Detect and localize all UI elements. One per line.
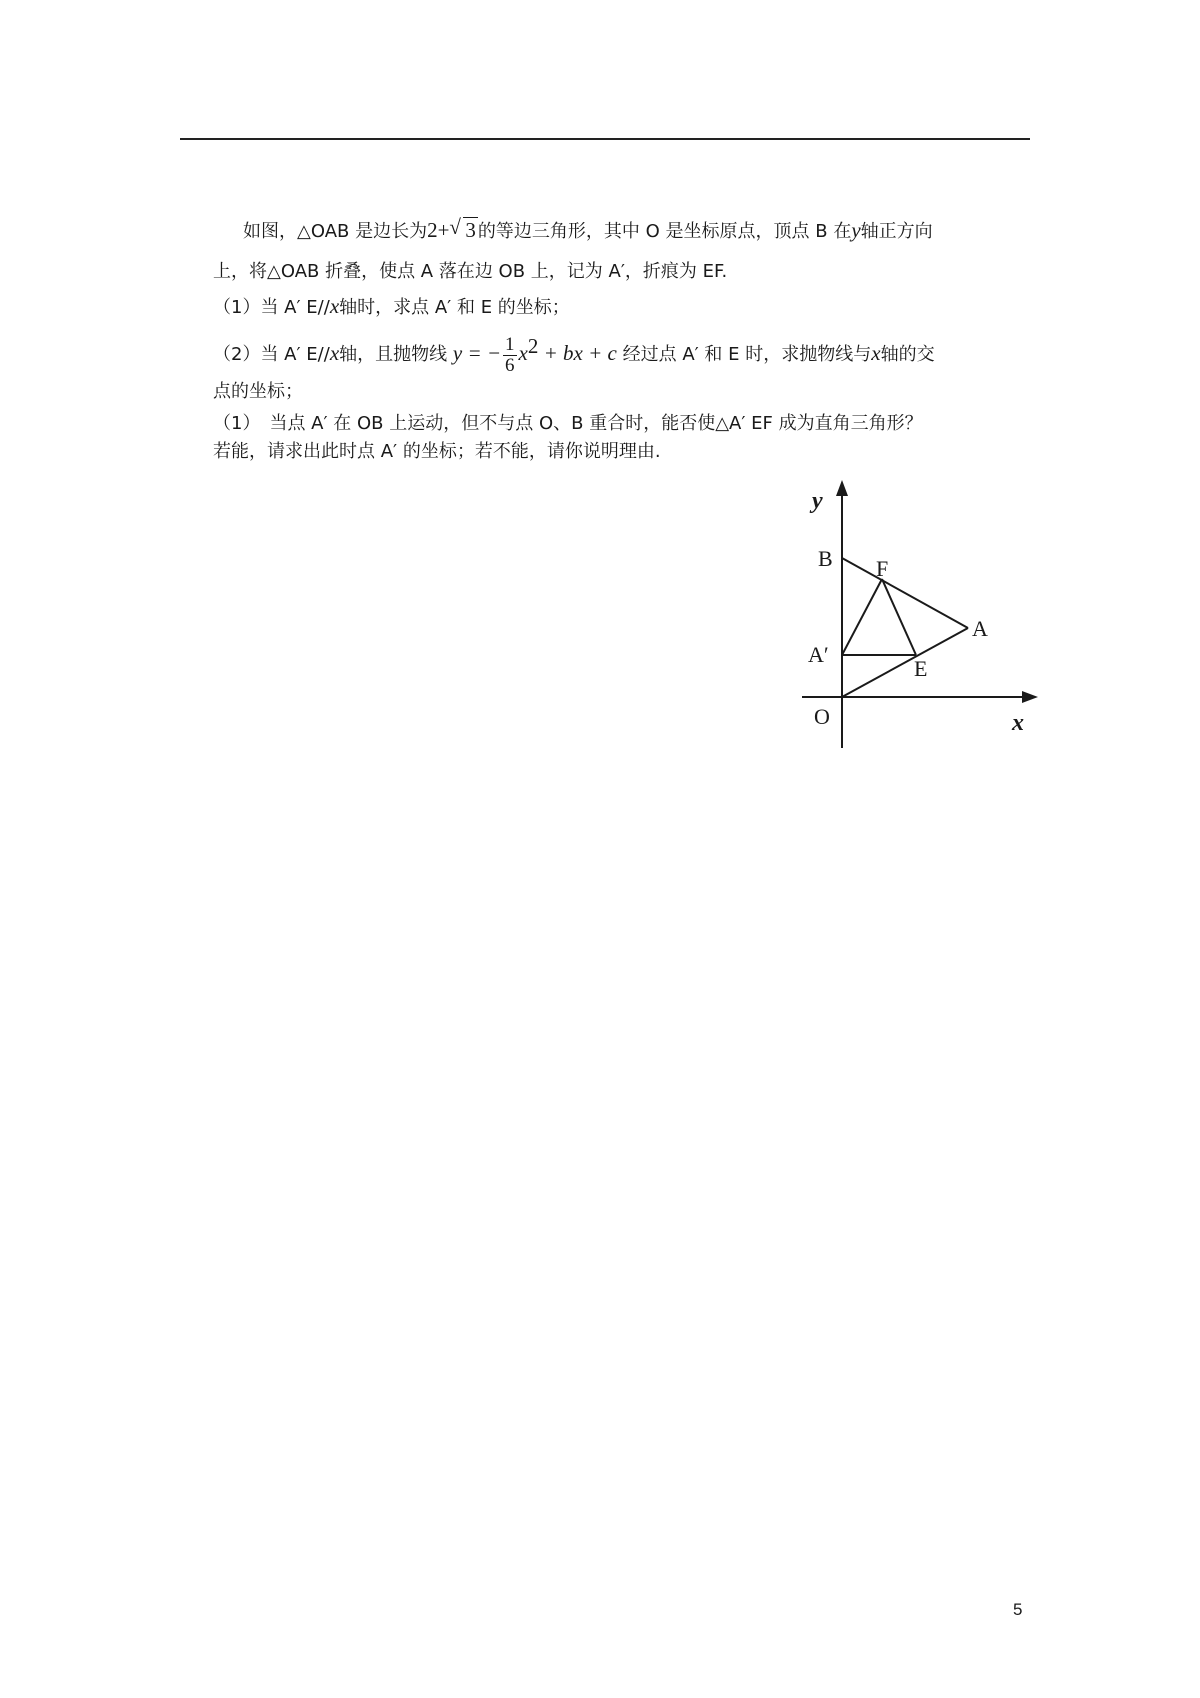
sqrt-expression bbox=[449, 215, 478, 242]
radical-sign: √ bbox=[449, 215, 461, 239]
math-variable: x bbox=[518, 341, 528, 365]
math-variable: x bbox=[871, 341, 881, 365]
question-2-continued: 点的坐标； bbox=[213, 381, 303, 402]
fraction-numerator: 1 bbox=[505, 333, 515, 355]
y-axis-arrow-icon bbox=[836, 480, 848, 496]
fraction bbox=[503, 335, 517, 376]
question-1 bbox=[213, 294, 570, 320]
page-number: 5 bbox=[1013, 1600, 1023, 1619]
radicand: 3 bbox=[465, 218, 476, 242]
geometry-diagram bbox=[790, 478, 1050, 758]
text-segment: 的等边三角形，其中 O 是坐标原点，顶点 B 在 bbox=[477, 221, 852, 242]
math-operator: + bbox=[437, 218, 450, 242]
text-segment: 经过点 A′ 和 E 时，求抛物线与 bbox=[622, 344, 872, 365]
segment-A-prime-F bbox=[842, 579, 882, 655]
text-segment: 轴时，求点 A′ 和 E 的坐标； bbox=[339, 297, 570, 318]
label-y: y bbox=[812, 488, 823, 514]
exponent: 2 bbox=[527, 334, 539, 358]
text-segment: 轴的交 bbox=[880, 344, 935, 365]
math-number: 2 bbox=[427, 218, 438, 242]
label-A: A bbox=[972, 616, 988, 641]
label-A-prime: A′ bbox=[808, 642, 829, 667]
question-3-line-2: 若能，请求出此时点 A′ 的坐标；若不能，请你说明理由. bbox=[213, 441, 661, 462]
triangle-figure bbox=[790, 478, 1050, 762]
fraction-denominator: 6 bbox=[505, 354, 515, 376]
label-E: E bbox=[914, 656, 928, 681]
x-axis-arrow-icon bbox=[1022, 691, 1038, 703]
problem-line-2: 上，将△OAB 折叠，使点 A 落在边 OB 上，记为 A′，折痕为 EF. bbox=[213, 261, 728, 282]
label-O: O bbox=[814, 704, 830, 729]
text-segment: 轴，且抛物线 bbox=[339, 344, 448, 365]
text-segment: 如图，△OAB 是边长为 bbox=[243, 221, 428, 242]
question-2 bbox=[213, 334, 935, 376]
label-B: B bbox=[818, 546, 833, 571]
question-3-line-1: （1） 当点 A′ 在 OB 上运动，但不与点 O、B 重合时，能否使△A′ EF 成为直角三角形？ bbox=[213, 413, 923, 434]
segment-OA bbox=[842, 628, 968, 697]
math-variable: x bbox=[329, 341, 340, 365]
problem-line-1 bbox=[243, 215, 933, 244]
parabola-tail: + bx + c bbox=[538, 341, 617, 365]
parabola-lhs: y = − bbox=[452, 341, 502, 365]
math-variable: y bbox=[851, 218, 861, 242]
text-segment: （1）当 A′ E// bbox=[213, 297, 330, 318]
label-x: x bbox=[1012, 710, 1024, 736]
text-segment: （2）当 A′ E// bbox=[213, 344, 330, 365]
header-rule bbox=[180, 138, 1030, 140]
text-segment: 轴正方向 bbox=[860, 221, 933, 242]
math-variable: x bbox=[329, 294, 340, 318]
label-F: F bbox=[876, 556, 889, 581]
